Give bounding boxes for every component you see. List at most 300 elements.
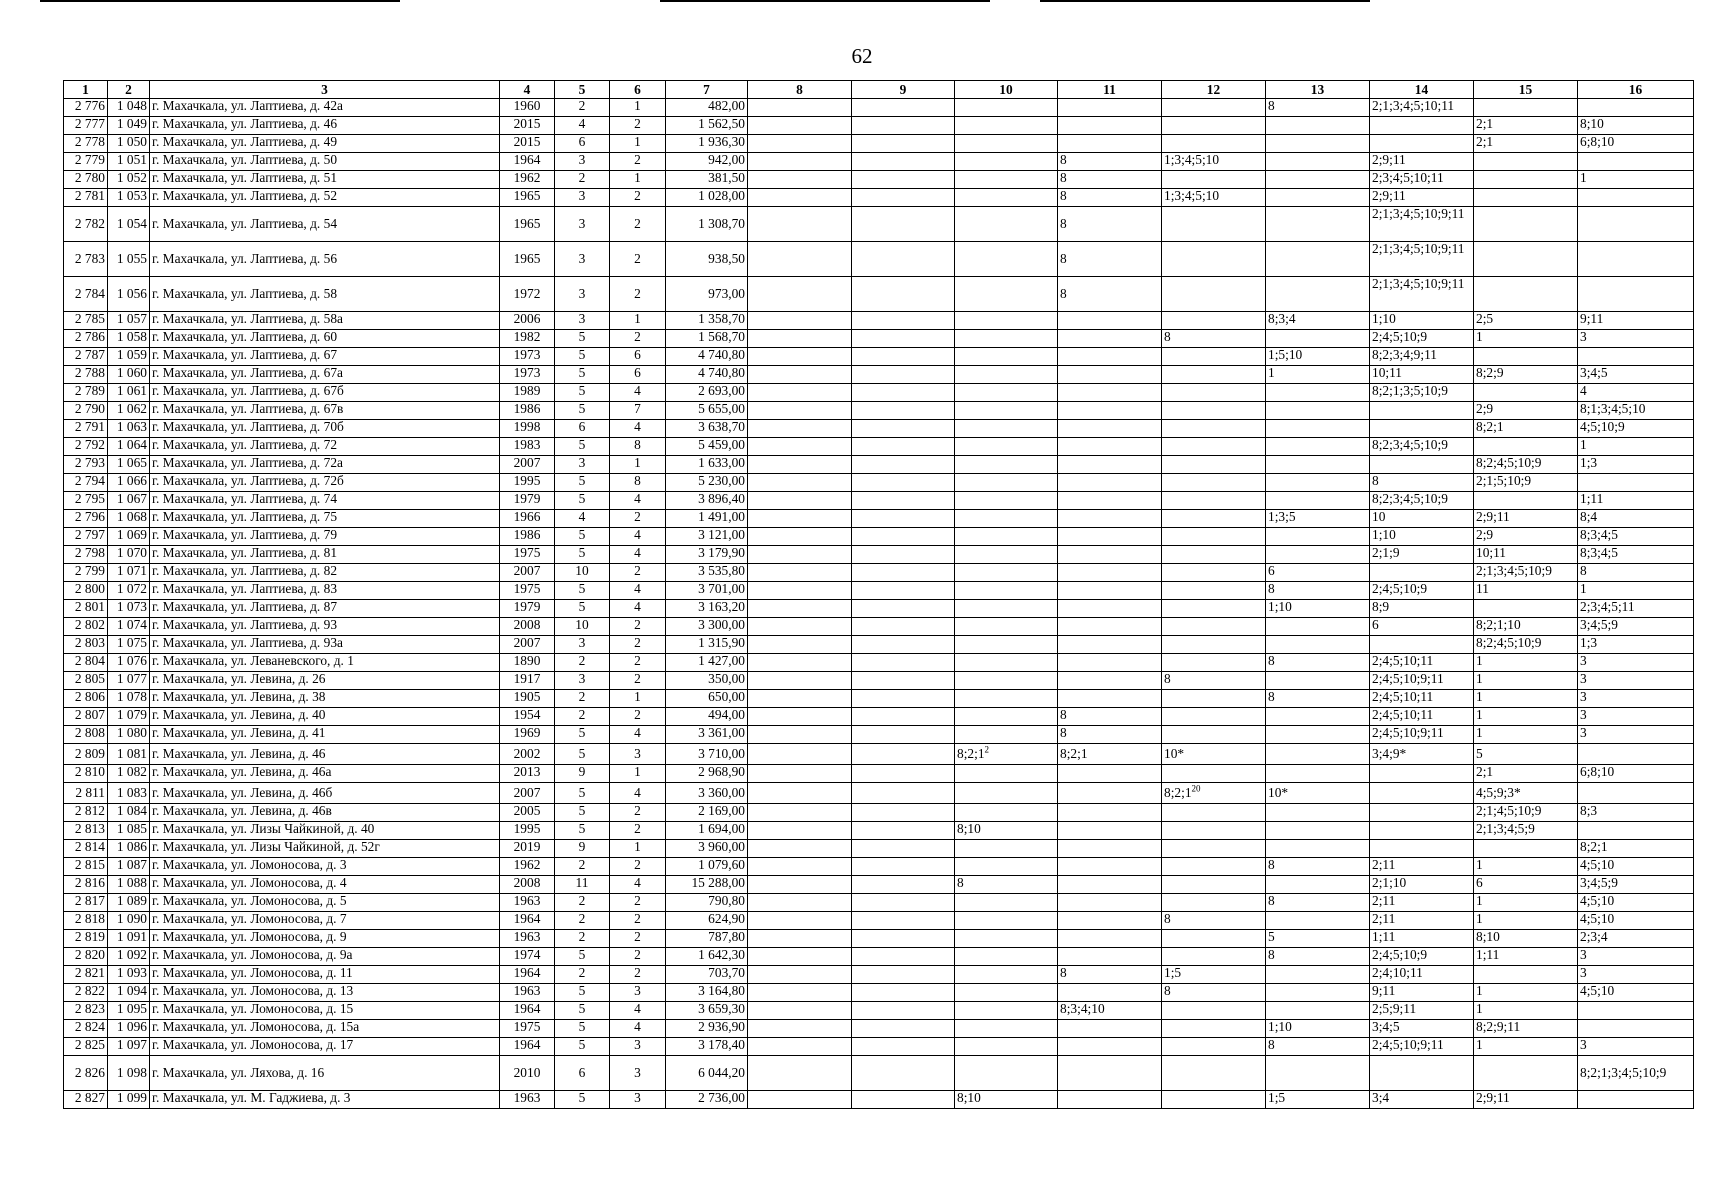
table-cell-col-1 xyxy=(64,277,108,312)
table-cell-col-2 xyxy=(108,438,150,456)
cell-text: 4 xyxy=(1580,383,1587,398)
cell-text: 2 827 xyxy=(74,1090,105,1105)
table-cell-col-10 xyxy=(955,966,1058,984)
table-cell-col-2 xyxy=(108,564,150,582)
table-cell-col-11 xyxy=(1058,876,1162,894)
table-cell-col-3 xyxy=(150,135,500,153)
table-cell-col-5 xyxy=(555,456,610,474)
cell-text: 3;4;5 xyxy=(1580,365,1608,380)
cell-text: 2 784 xyxy=(74,286,105,301)
cell-text: 1986 xyxy=(513,401,541,416)
table-cell-col-5 xyxy=(555,966,610,984)
cell-text: 6;8;10 xyxy=(1580,134,1615,149)
cell-text: 8 xyxy=(1060,965,1067,980)
table-cell-col-4 xyxy=(500,948,555,966)
cell-text: 1;11 xyxy=(1476,947,1500,962)
column-header-10: 10 xyxy=(955,81,1058,99)
cell-text: 8;2;1 xyxy=(1060,746,1088,761)
cell-text: г. Махачкала, ул. Левина, д. 26 xyxy=(152,671,326,686)
table-cell-col-10 xyxy=(955,600,1058,618)
table-cell-col-11 xyxy=(1058,744,1162,765)
table-cell-col-6 xyxy=(610,783,666,804)
table-cell-col-15 xyxy=(1474,171,1578,189)
table-cell-col-8 xyxy=(748,99,852,117)
cell-text: 1 xyxy=(1476,671,1483,686)
cell-text: 2;4;5;10;9;11 xyxy=(1372,671,1444,686)
table-cell-col-8 xyxy=(748,984,852,1002)
table-cell-col-5 xyxy=(555,894,610,912)
cell-text: 2;4;5;10;9;11 xyxy=(1372,1037,1444,1052)
table-cell-col-3 xyxy=(150,207,500,242)
table-cell-col-12 xyxy=(1162,894,1266,912)
table-cell-col-12 xyxy=(1162,1002,1266,1020)
table-cell-col-12 xyxy=(1162,744,1266,765)
cell-text: г. Махачкала, ул. Левина, д. 38 xyxy=(152,689,326,704)
table-row xyxy=(64,438,1694,456)
cell-text: 8;2;1;3;5;10;9 xyxy=(1372,383,1448,398)
table-cell-col-12 xyxy=(1162,690,1266,708)
cell-text: 1917 xyxy=(513,671,541,686)
table-cell-col-1 xyxy=(64,564,108,582)
table-row xyxy=(64,894,1694,912)
table-cell-col-3 xyxy=(150,912,500,930)
table-cell-col-1 xyxy=(64,456,108,474)
table-row xyxy=(64,672,1694,690)
cell-text: 1963 xyxy=(513,983,541,998)
cell-text: г. Махачкала, ул. Ломоносова, д. 4 xyxy=(152,875,347,890)
cell-text: г. Махачкала, ул. Ломоносова, д. 9а xyxy=(152,947,353,962)
table-cell-col-3 xyxy=(150,822,500,840)
cell-text: 3 638,70 xyxy=(698,419,745,434)
table-cell-col-9 xyxy=(852,948,955,966)
cell-text: 6 xyxy=(578,419,586,434)
table-cell-col-1 xyxy=(64,708,108,726)
table-cell-col-7 xyxy=(666,402,748,420)
table-row xyxy=(64,384,1694,402)
cell-text: 3 121,00 xyxy=(698,527,745,542)
cell-text: 2 800 xyxy=(74,581,105,596)
table-cell-col-14 xyxy=(1370,510,1474,528)
cell-text: 8;2;1 xyxy=(1164,785,1192,800)
table-cell-col-1 xyxy=(64,858,108,876)
table-cell-col-4 xyxy=(500,1038,555,1056)
cell-text: 2 807 xyxy=(74,707,105,722)
cell-text: 1963 xyxy=(513,929,541,944)
top-rule xyxy=(1040,0,1370,2)
table-cell-col-13 xyxy=(1266,1002,1370,1020)
table-cell-col-16 xyxy=(1578,690,1694,708)
table-cell-col-5 xyxy=(555,474,610,492)
table-cell-col-4 xyxy=(500,99,555,117)
table-cell-col-2 xyxy=(108,618,150,636)
table-cell-col-2 xyxy=(108,966,150,984)
cell-text: 8;10 xyxy=(1476,929,1500,944)
cell-text: 4 xyxy=(634,545,641,560)
table-cell-col-14 xyxy=(1370,1002,1474,1020)
table-cell-col-4 xyxy=(500,744,555,765)
table-cell-col-6 xyxy=(610,438,666,456)
cell-text: 1962 xyxy=(513,857,541,872)
cell-text: 1954 xyxy=(513,707,541,722)
table-cell-col-3 xyxy=(150,1056,500,1091)
cell-text: 3 xyxy=(578,216,586,231)
table-cell-col-10 xyxy=(955,1056,1058,1091)
cell-text: 5 xyxy=(578,491,586,506)
table-row xyxy=(64,171,1694,189)
table-row xyxy=(64,242,1694,277)
table-cell-col-1 xyxy=(64,153,108,171)
cell-text: 1 097 xyxy=(116,1037,147,1052)
table-cell-col-6 xyxy=(610,876,666,894)
table-cell-col-8 xyxy=(748,654,852,672)
cell-text: 2013 xyxy=(513,764,541,779)
table-cell-col-11 xyxy=(1058,312,1162,330)
table-cell-col-7 xyxy=(666,636,748,654)
cell-text: г. Махачкала, ул. Лаптиева, д. 75 xyxy=(152,509,338,524)
cell-text: 5 xyxy=(578,821,586,836)
table-cell-col-11 xyxy=(1058,153,1162,171)
cell-text: 2 788 xyxy=(74,365,105,380)
table-cell-col-7 xyxy=(666,135,748,153)
table-cell-col-4 xyxy=(500,765,555,783)
table-cell-col-15 xyxy=(1474,330,1578,348)
column-header-5: 5 xyxy=(555,81,610,99)
table-cell-col-10 xyxy=(955,348,1058,366)
table-cell-col-9 xyxy=(852,456,955,474)
table-cell-col-15 xyxy=(1474,984,1578,1002)
cell-text: 9;11 xyxy=(1372,983,1396,998)
table-cell-col-14 xyxy=(1370,966,1474,984)
table-cell-col-2 xyxy=(108,765,150,783)
cell-text: 8 xyxy=(1164,911,1171,926)
table-cell-col-8 xyxy=(748,636,852,654)
table-cell-col-2 xyxy=(108,672,150,690)
cell-text: 10 xyxy=(1372,509,1386,524)
table-cell-col-6 xyxy=(610,708,666,726)
cell-text: 2 797 xyxy=(74,527,105,542)
table-cell-col-6 xyxy=(610,564,666,582)
table-cell-col-16 xyxy=(1578,912,1694,930)
cell-text: г. Махачкала, ул. Лаптиева, д. 60 xyxy=(152,329,338,344)
cell-text: г. Махачкала, ул. Лизы Чайкиной, д. 40 xyxy=(152,821,375,836)
table-cell-col-14 xyxy=(1370,672,1474,690)
table-cell-col-6 xyxy=(610,726,666,744)
cell-text: 2015 xyxy=(513,134,541,149)
table-cell-col-10 xyxy=(955,438,1058,456)
cell-text: 1 086 xyxy=(116,839,147,854)
table-cell-col-5 xyxy=(555,672,610,690)
table-cell-col-6 xyxy=(610,189,666,207)
table-cell-col-2 xyxy=(108,804,150,822)
cell-text: 5 xyxy=(578,599,586,614)
table-cell-col-12 xyxy=(1162,912,1266,930)
cell-text: 1966 xyxy=(513,509,541,524)
cell-text: 8;10 xyxy=(957,821,981,836)
cell-text: 2 796 xyxy=(74,509,105,524)
table-cell-col-16 xyxy=(1578,822,1694,840)
table-cell-col-8 xyxy=(748,912,852,930)
cell-text: 2;1;3;4;5;10;9;11 xyxy=(1372,206,1465,221)
cell-text: 2 xyxy=(578,893,586,908)
cell-text: 3 360,00 xyxy=(698,785,745,800)
table-cell-col-6 xyxy=(610,1038,666,1056)
table-cell-col-12 xyxy=(1162,600,1266,618)
cell-text: 6 xyxy=(634,347,641,362)
table-cell-col-11 xyxy=(1058,474,1162,492)
cell-text: г. Махачкала, ул. Лаптиева, д. 82 xyxy=(152,563,338,578)
cell-text: г. Махачкала, ул. Ломоносова, д. 17 xyxy=(152,1037,354,1052)
cell-text: г. Махачкала, ул. Лаптиева, д. 67б xyxy=(152,383,344,398)
table-cell-col-12 xyxy=(1162,99,1266,117)
cell-text: 5 xyxy=(578,803,586,818)
table-cell-col-1 xyxy=(64,765,108,783)
cell-text: 1 088 xyxy=(116,875,147,890)
table-cell-col-9 xyxy=(852,765,955,783)
table-cell-col-3 xyxy=(150,858,500,876)
table-cell-col-9 xyxy=(852,384,955,402)
table-cell-col-12 xyxy=(1162,117,1266,135)
table-cell-col-3 xyxy=(150,492,500,510)
table-cell-col-7 xyxy=(666,600,748,618)
table-cell-col-3 xyxy=(150,171,500,189)
cell-text: 1;5 xyxy=(1268,1090,1286,1105)
table-cell-col-14 xyxy=(1370,474,1474,492)
table-cell-col-1 xyxy=(64,672,108,690)
table-cell-col-16 xyxy=(1578,1038,1694,1056)
cell-text: 2 169,00 xyxy=(698,803,745,818)
table-cell-col-14 xyxy=(1370,402,1474,420)
table-cell-col-1 xyxy=(64,966,108,984)
table-cell-col-7 xyxy=(666,420,748,438)
cell-text: 2 xyxy=(634,707,641,722)
cell-text: 1 xyxy=(1476,689,1483,704)
cell-text: 2 805 xyxy=(74,671,105,686)
table-cell-col-1 xyxy=(64,1091,108,1109)
table-cell-col-7 xyxy=(666,966,748,984)
cell-text: 9 xyxy=(578,764,586,779)
table-cell-col-1 xyxy=(64,876,108,894)
cell-text: 381,50 xyxy=(708,170,745,185)
table-cell-col-13 xyxy=(1266,984,1370,1002)
table-cell-col-4 xyxy=(500,876,555,894)
cell-text: 2 xyxy=(634,803,641,818)
table-cell-col-7 xyxy=(666,153,748,171)
cell-text: 1 093 xyxy=(116,965,147,980)
table-cell-col-3 xyxy=(150,783,500,804)
cell-text: 1995 xyxy=(513,821,541,836)
cell-text: 1 091 xyxy=(116,929,147,944)
table-cell-col-16 xyxy=(1578,600,1694,618)
table-cell-col-3 xyxy=(150,582,500,600)
table-cell-col-8 xyxy=(748,135,852,153)
cell-text: 1960 xyxy=(513,98,541,113)
cell-text: г. Махачкала, ул. Левина, д. 46 xyxy=(152,746,326,761)
cell-text: 8;2;1 xyxy=(957,746,985,761)
table-cell-col-4 xyxy=(500,966,555,984)
table-cell-col-16 xyxy=(1578,348,1694,366)
cell-text: 2 783 xyxy=(74,251,105,266)
table-cell-col-15 xyxy=(1474,840,1578,858)
cell-text: 8 xyxy=(1268,947,1275,962)
table-cell-col-7 xyxy=(666,474,748,492)
table-cell-col-9 xyxy=(852,99,955,117)
cell-text: 2;9;11 xyxy=(1476,509,1510,524)
table-cell-col-10 xyxy=(955,930,1058,948)
cell-text: 2 813 xyxy=(74,821,105,836)
cell-text: 2 xyxy=(634,286,641,301)
table-cell-col-3 xyxy=(150,474,500,492)
table-cell-col-10 xyxy=(955,582,1058,600)
cell-text: 1973 xyxy=(513,365,541,380)
table-cell-col-14 xyxy=(1370,600,1474,618)
table-cell-col-8 xyxy=(748,822,852,840)
table-cell-col-6 xyxy=(610,135,666,153)
cell-text: 2;4;5;10;11 xyxy=(1372,689,1434,704)
table-cell-col-2 xyxy=(108,654,150,672)
table-cell-col-4 xyxy=(500,242,555,277)
table-row xyxy=(64,948,1694,966)
table-cell-col-2 xyxy=(108,744,150,765)
table-cell-col-4 xyxy=(500,456,555,474)
table-row xyxy=(64,876,1694,894)
cell-text: г. Махачкала, ул. Лаптиева, д. 93а xyxy=(152,635,343,650)
cell-text: 5 xyxy=(578,383,586,398)
table-cell-col-5 xyxy=(555,744,610,765)
table-cell-col-10 xyxy=(955,984,1058,1002)
table-cell-col-5 xyxy=(555,876,610,894)
table-cell-col-2 xyxy=(108,840,150,858)
table-cell-col-10 xyxy=(955,474,1058,492)
table-cell-col-11 xyxy=(1058,99,1162,117)
cell-text: г. Махачкала, ул. Ломоносова, д. 15а xyxy=(152,1019,360,1034)
table-cell-col-14 xyxy=(1370,726,1474,744)
table-cell-col-9 xyxy=(852,618,955,636)
cell-text: 1975 xyxy=(513,1019,541,1034)
table-cell-col-12 xyxy=(1162,1020,1266,1038)
cell-text: 2;9 xyxy=(1476,401,1494,416)
cell-text: 1;5 xyxy=(1164,965,1182,980)
cell-text: 1;3 xyxy=(1580,455,1598,470)
table-cell-col-3 xyxy=(150,312,500,330)
table-cell-col-7 xyxy=(666,744,748,765)
table-cell-col-6 xyxy=(610,672,666,690)
footnote-mark: 2 xyxy=(984,744,990,755)
table-cell-col-13 xyxy=(1266,636,1370,654)
table-cell-col-10 xyxy=(955,510,1058,528)
table-cell-col-1 xyxy=(64,402,108,420)
table-cell-col-9 xyxy=(852,858,955,876)
table-cell-col-15 xyxy=(1474,582,1578,600)
table-cell-col-3 xyxy=(150,765,500,783)
cell-text: 5 xyxy=(1476,746,1483,761)
table-cell-col-4 xyxy=(500,564,555,582)
table-cell-col-7 xyxy=(666,1038,748,1056)
cell-text: 3 xyxy=(578,671,586,686)
table-cell-col-9 xyxy=(852,984,955,1002)
table-cell-col-13 xyxy=(1266,117,1370,135)
table-cell-col-14 xyxy=(1370,312,1474,330)
cell-text: 1 075 xyxy=(116,635,147,650)
table-cell-col-6 xyxy=(610,528,666,546)
table-cell-col-2 xyxy=(108,366,150,384)
cell-text: 1 078 xyxy=(116,689,147,704)
table-cell-col-14 xyxy=(1370,948,1474,966)
table-cell-col-7 xyxy=(666,384,748,402)
cell-text: 2;4;10;11 xyxy=(1372,965,1423,980)
table-cell-col-2 xyxy=(108,600,150,618)
table-cell-col-7 xyxy=(666,207,748,242)
table-row xyxy=(64,312,1694,330)
cell-text: г. Махачкала, ул. Лаптиева, д. 67а xyxy=(152,365,343,380)
table-cell-col-13 xyxy=(1266,1056,1370,1091)
table-cell-col-5 xyxy=(555,384,610,402)
cell-text: 2 826 xyxy=(74,1065,105,1080)
table-cell-col-12 xyxy=(1162,930,1266,948)
cell-text: 3 xyxy=(1580,947,1587,962)
table-cell-col-8 xyxy=(748,528,852,546)
cell-text: 4;5;10 xyxy=(1580,893,1615,908)
cell-text: 4 xyxy=(634,875,641,890)
table-cell-col-10 xyxy=(955,153,1058,171)
table-cell-col-12 xyxy=(1162,474,1266,492)
table-cell-col-7 xyxy=(666,171,748,189)
cell-text: 2 xyxy=(634,509,641,524)
table-cell-col-8 xyxy=(748,456,852,474)
cell-text: 3 164,80 xyxy=(698,983,745,998)
table-cell-col-1 xyxy=(64,207,108,242)
cell-text: 6 xyxy=(1372,617,1379,632)
table-cell-col-4 xyxy=(500,153,555,171)
table-cell-col-9 xyxy=(852,528,955,546)
table-cell-col-4 xyxy=(500,1020,555,1038)
table-cell-col-4 xyxy=(500,636,555,654)
table-cell-col-12 xyxy=(1162,546,1266,564)
table-cell-col-1 xyxy=(64,1038,108,1056)
table-cell-col-9 xyxy=(852,438,955,456)
table-cell-col-4 xyxy=(500,348,555,366)
cell-text: 1 087 xyxy=(116,857,147,872)
table-cell-col-5 xyxy=(555,783,610,804)
table-cell-col-15 xyxy=(1474,1020,1578,1038)
table-cell-col-13 xyxy=(1266,153,1370,171)
cell-text: 2007 xyxy=(513,635,541,650)
table-cell-col-4 xyxy=(500,1002,555,1020)
cell-text: 624,90 xyxy=(708,911,745,926)
cell-text: 1905 xyxy=(513,689,541,704)
table-row xyxy=(64,1038,1694,1056)
table-cell-col-13 xyxy=(1266,966,1370,984)
table-cell-col-13 xyxy=(1266,402,1370,420)
table-cell-col-12 xyxy=(1162,822,1266,840)
table-cell-col-3 xyxy=(150,708,500,726)
cell-text: 2 xyxy=(634,965,641,980)
table-cell-col-13 xyxy=(1266,564,1370,582)
table-cell-col-15 xyxy=(1474,420,1578,438)
cell-text: г. Махачкала, ул. Левина, д. 41 xyxy=(152,725,326,740)
cell-text: 650,00 xyxy=(708,689,745,704)
table-cell-col-5 xyxy=(555,726,610,744)
cell-text: 1 050 xyxy=(116,134,147,149)
cell-text: 8 xyxy=(1060,170,1067,185)
table-cell-col-11 xyxy=(1058,456,1162,474)
table-cell-col-10 xyxy=(955,242,1058,277)
table-row xyxy=(64,858,1694,876)
table-cell-col-10 xyxy=(955,618,1058,636)
cell-text: 1 936,30 xyxy=(698,134,745,149)
table-cell-col-5 xyxy=(555,510,610,528)
table-cell-col-11 xyxy=(1058,546,1162,564)
cell-text: 5 xyxy=(578,725,586,740)
